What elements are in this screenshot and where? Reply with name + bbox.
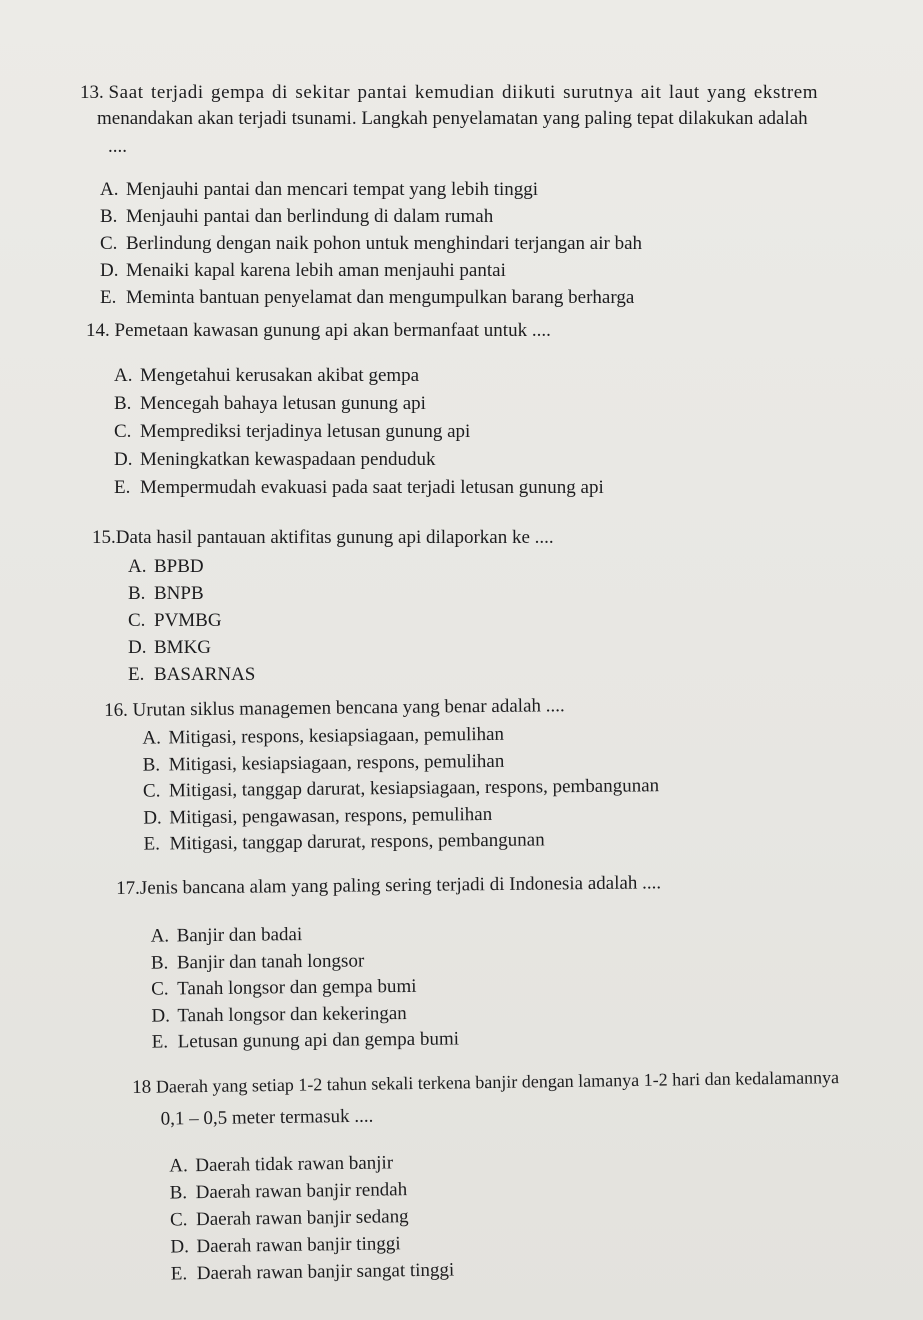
option-text: Banjir dan tanah longsor (176, 949, 365, 973)
question-text-line: 0,1 – 0,5 meter termasuk .... (160, 1105, 374, 1130)
question-14-text (86, 318, 786, 344)
option-letter: A. (142, 727, 162, 749)
option-text: Daerah rawan banjir sangat tinggi (196, 1259, 455, 1285)
question-14 (86, 318, 786, 502)
option-letter: E. (170, 1263, 188, 1285)
question-16 (104, 691, 806, 859)
option-e[interactable] (143, 825, 805, 858)
option-text: BPBD (154, 556, 204, 577)
option-text: Daerah rawan banjir tinggi (196, 1233, 401, 1258)
option-letter: E. (128, 664, 145, 685)
question-text-line: Pemetaan kawasan gunung api akan bermanfaat untuk .... (114, 320, 551, 341)
option-letter: E. (114, 477, 131, 498)
option-text: Memprediksi terjadinya letusan gunung api (140, 421, 471, 442)
option-e[interactable] (100, 284, 852, 311)
question-text-line: Data hasil pantauan aktifitas gunung api dilaporkan ke .... (115, 527, 554, 548)
option-text: Mempermudah evakuasi pada saat terjadi letusan gunung api (140, 477, 604, 498)
option-letter: B. (169, 1182, 188, 1204)
option-letter: B. (100, 206, 118, 227)
option-letter: B. (128, 583, 146, 604)
option-c[interactable] (128, 607, 692, 634)
question-text-line: Urutan siklus managemen bencana yang benar adalah .... (132, 695, 565, 721)
question-18 (132, 1063, 915, 1288)
option-text: Letusan gunung api dan gempa bumi (177, 1028, 460, 1053)
option-text: Daerah rawan banjir sedang (195, 1206, 409, 1231)
option-d[interactable] (100, 257, 852, 284)
option-d[interactable] (114, 446, 786, 474)
option-text: Mencegah bahaya letusan gunung api (140, 393, 426, 414)
option-letter: A. (150, 925, 170, 947)
option-letter: C. (142, 780, 161, 802)
question-text-line: Saat terjadi gempa di sekitar pantai kemudian diikuti surutnya ait laut yang ekstrem (108, 82, 819, 103)
option-text: Meminta bantuan penyelamat dan mengumpulkan barang berharga (126, 287, 635, 308)
question-text-line: Daerah yang setiap 1-2 tahun sekali terkena banjir dengan lamanya 1-2 hari dan kedalamannya (155, 1067, 840, 1097)
option-text: Mitigasi, kesiapsiagaan, respons, pemulihan (168, 750, 505, 775)
option-text: Mitigasi, tanggap darurat, respons, pembangunan (169, 829, 545, 855)
option-text: Menjauhi pantai dan berlindung di dalam rumah (126, 206, 494, 227)
question-17 (116, 869, 818, 1057)
option-letter: D. (128, 637, 147, 658)
option-b[interactable] (100, 203, 852, 230)
question-number: 18 (132, 1076, 152, 1098)
option-e[interactable] (128, 661, 692, 688)
options-list (104, 719, 805, 859)
option-e[interactable] (152, 1023, 818, 1056)
option-letter: E. (143, 833, 161, 855)
option-text: Daerah rawan banjir rendah (195, 1179, 408, 1204)
option-letter: B. (114, 393, 132, 414)
option-letter: A. (169, 1155, 188, 1177)
options-list (117, 917, 818, 1057)
option-text: Tanah longsor dan kekeringan (177, 1002, 407, 1026)
option-letter: A. (100, 179, 119, 200)
option-e[interactable] (114, 474, 786, 502)
question-text-line: .... (108, 136, 127, 157)
option-text: BNPB (154, 583, 204, 604)
question-15-text (92, 525, 692, 551)
option-text: Banjir dan badai (176, 924, 303, 947)
options-list (80, 176, 852, 311)
option-letter: B. (150, 951, 169, 974)
option-text: BMKG (154, 637, 212, 658)
option-text: Mitigasi, pengawasan, respons, pemulihan (169, 803, 493, 828)
options-list (86, 362, 786, 502)
option-text: Menaiki kapal karena lebih aman menjauhi pantai (126, 260, 506, 281)
option-text: Mengetahui kerusakan akibat gempa (140, 365, 420, 386)
option-letter: C. (169, 1209, 188, 1231)
option-letter: A. (114, 365, 133, 386)
option-text: Daerah tidak rawan banjir (195, 1152, 394, 1177)
option-letter: D. (151, 1004, 171, 1027)
option-letter: D. (114, 449, 133, 470)
option-text: Meningkatkan kewaspadaan penduduk (140, 449, 436, 470)
option-text: Berlindung dengan naik pohon untuk menghindari terjangan air bah (126, 233, 643, 254)
question-number: 16. (104, 699, 128, 721)
option-text: Tanah longsor dan gempa bumi (177, 975, 417, 1000)
option-c[interactable] (100, 230, 852, 257)
option-text: BASARNAS (154, 664, 256, 685)
option-letter: C. (128, 610, 146, 631)
option-text: Mitigasi, tanggap darurat, kesiapsiagaan, respons, pembangunan (168, 775, 660, 802)
question-text-line: Jenis bancana alam yang paling sering terjadi di Indonesia adalah .... (139, 872, 662, 899)
option-b[interactable] (128, 580, 692, 607)
options-list (92, 553, 692, 688)
option-letter: C. (151, 978, 169, 1000)
option-letter: C. (114, 421, 132, 442)
option-letter: A. (128, 556, 147, 577)
question-number: 17. (116, 877, 140, 899)
option-text: Mitigasi, respons, kesiapsiagaan, pemulihan (168, 723, 505, 749)
question-13-text (80, 80, 852, 106)
option-letter: C. (100, 233, 118, 254)
question-18-text (132, 1063, 912, 1101)
option-a[interactable] (100, 176, 852, 203)
options-list (133, 1142, 915, 1288)
option-a[interactable] (128, 553, 692, 580)
option-d[interactable] (128, 634, 692, 661)
question-text-line: menandakan akan terjadi tsunami. Langkah penyelamatan yang paling tepat dilakukan adalah (97, 108, 808, 129)
option-letter: E. (151, 1031, 169, 1053)
option-letter: D. (143, 806, 162, 829)
option-a[interactable] (114, 362, 786, 390)
option-letter: B. (142, 753, 161, 776)
question-number: 13. (80, 82, 104, 103)
question-13 (80, 80, 852, 311)
option-text: Menjauhi pantai dan mencari tempat yang lebih tinggi (126, 179, 539, 200)
option-letter: E. (100, 287, 117, 308)
option-letter: D. (170, 1236, 190, 1258)
option-text: PVMBG (154, 610, 222, 631)
option-b[interactable] (114, 390, 786, 418)
question-15 (92, 525, 692, 688)
option-letter: D. (100, 260, 119, 281)
question-17-text (116, 869, 816, 902)
question-number: 15. (92, 527, 116, 548)
question-number: 14. (86, 320, 110, 341)
option-c[interactable] (114, 418, 786, 446)
